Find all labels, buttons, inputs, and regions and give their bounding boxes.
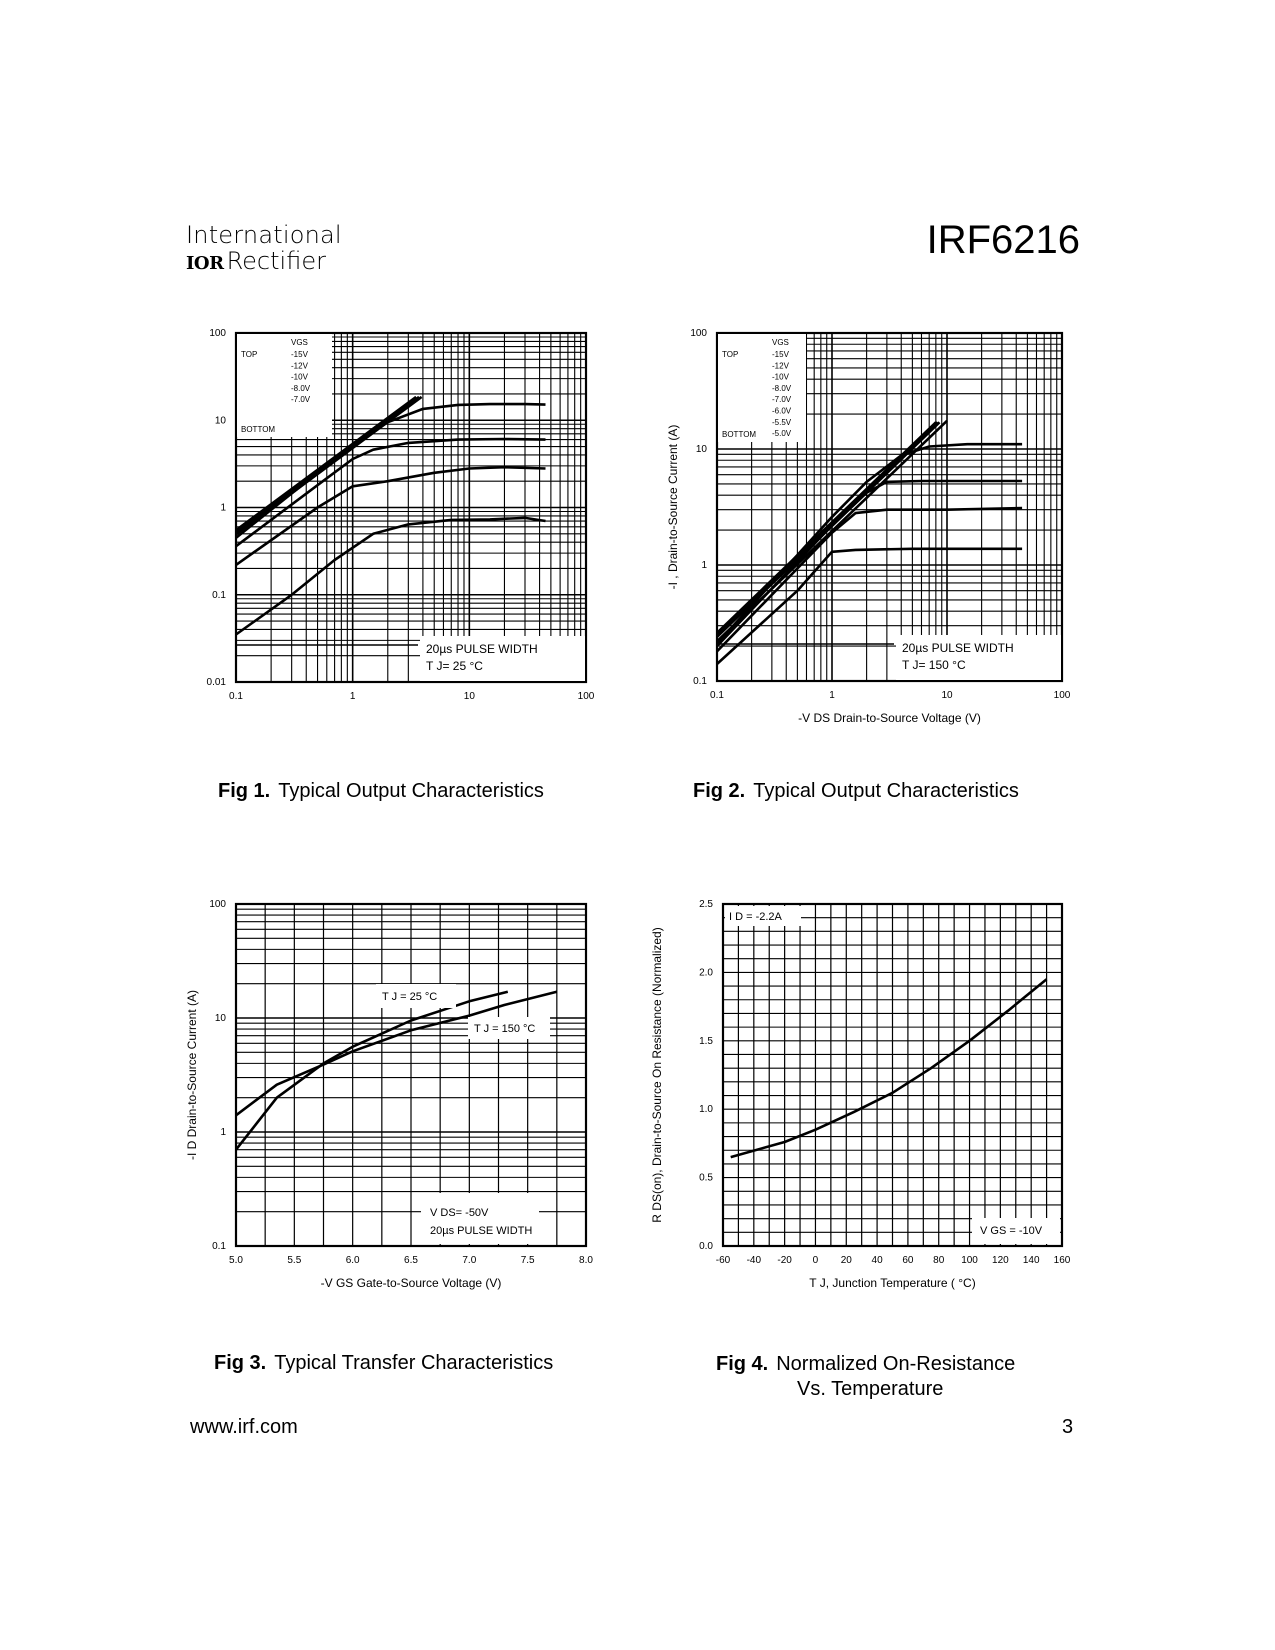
fig1-legend-header: VGS — [291, 338, 308, 347]
fig1-y-tick-label: 10 — [214, 415, 226, 427]
fig2-chart — [666, 328, 1071, 725]
fig2-number: Fig 2. — [693, 780, 746, 802]
fig4-x-tick-label: 0 — [812, 1255, 819, 1266]
fig3-y-tick-label: 10 — [214, 1013, 226, 1024]
fig3-x-tick-label: 5.0 — [229, 1255, 243, 1266]
fig1-y-tick-label: 100 — [209, 328, 226, 339]
fig2-y-axis-label: -I , Drain-to-Source Current (A) — [666, 424, 680, 590]
ior-logo-mark: IOR — [186, 253, 224, 274]
fig1-y-tick-label: 0.1 — [212, 589, 226, 601]
fig3-title: Typical Transfer Characteristics — [274, 1352, 554, 1374]
fig2-x-tick-label: 10 — [941, 690, 953, 701]
fig2-y-tick-label: 1 — [701, 560, 707, 571]
fig2-legend-entry: -6.0V — [772, 406, 792, 416]
fig4-note-vgs: V GS = -10V — [980, 1225, 1043, 1237]
fig3-x-tick-label: 7.5 — [520, 1255, 535, 1266]
fig1-caption — [218, 780, 544, 803]
fig3-number: Fig 3. — [214, 1352, 267, 1374]
fig4-title-line1: Normalized On-Resistance — [776, 1353, 1016, 1375]
fig4-y-tick-label: 1.0 — [699, 1104, 713, 1116]
part-number: IRF6216 — [926, 218, 1080, 262]
fig1-chart — [207, 328, 595, 702]
fig4-caption — [716, 1353, 1015, 1376]
fig4-y-tick-label: 0.5 — [699, 1172, 713, 1184]
fig4-y-axis-label: R DS(on), Drain-to-Source On Resistance (Normalized) — [650, 927, 664, 1223]
logo-rectifier-text: Rectifier — [226, 247, 326, 275]
fig1-x-tick-label: 100 — [577, 691, 595, 702]
fig3-x-tick-label: 8.0 — [579, 1255, 593, 1266]
fig2-legend-entry: -5.5V — [772, 417, 792, 427]
fig2-legend-entry: -7.0V — [772, 395, 792, 405]
fig4-x-tick-label: -60 — [715, 1255, 731, 1266]
fig1-number: Fig 1. — [218, 780, 271, 802]
fig4-caption-line2: Vs. Temperature — [797, 1378, 944, 1400]
fig1-legend-bottom-label: BOTTOM — [241, 425, 276, 434]
fig1-series-line — [236, 518, 546, 635]
fig3-y-axis-label: -I D Drain-to-Source Current (A) — [185, 989, 199, 1161]
fig2-y-tick-label: 100 — [690, 328, 707, 339]
fig2-x-tick-label: 1 — [829, 690, 835, 701]
fig3-caption — [214, 1352, 553, 1375]
fig2-x-axis-label: -V DS Drain-to-Source Voltage (V) — [798, 711, 981, 725]
fig2-x-tick-label: 100 — [1053, 690, 1071, 701]
fig1-legend-entry: -8.0V — [291, 383, 311, 393]
fig4-x-tick-label: -20 — [777, 1255, 792, 1266]
fig2-x-tick-label: 0.1 — [710, 690, 724, 701]
fig4-x-axis-label: T J, Junction Temperature ( °C) — [809, 1276, 976, 1290]
fig1-x-tick-label: 0.1 — [229, 691, 243, 702]
fig3-series-label-150c: T J = 150 °C — [474, 1023, 536, 1035]
fig1-legend-entry: -12V — [291, 361, 308, 371]
fig3-x-axis-label: -V GS Gate-to-Source Voltage (V) — [320, 1276, 502, 1290]
fig3-note-pulse: 20µs PULSE WIDTH — [430, 1225, 533, 1237]
fig2-y-tick-label: 0.1 — [693, 676, 707, 687]
fig2-title: Typical Output Characteristics — [753, 780, 1019, 802]
fig4-x-tick-label: 160 — [1053, 1255, 1071, 1266]
fig3-chart — [185, 899, 593, 1290]
fig4-y-tick-label: 2.5 — [699, 899, 713, 910]
page-number: 3 — [1062, 1416, 1074, 1438]
fig3-x-tick-label: 6.5 — [404, 1255, 418, 1266]
fig4-number: Fig 4. — [716, 1353, 769, 1375]
fig3-x-tick-label: 5.5 — [287, 1255, 302, 1266]
fig4-y-tick-label: 0.0 — [699, 1241, 713, 1252]
fig2-legend-entry: -8.0V — [772, 383, 792, 393]
fig3-series-line — [236, 992, 557, 1116]
fig1-legend-entry: -10V — [291, 372, 308, 382]
fig3-x-tick-label: 7.0 — [462, 1255, 477, 1266]
fig2-note-pulse: 20µs PULSE WIDTH — [902, 641, 1014, 655]
fig2-legend-entry: -10V — [772, 372, 789, 382]
fig3-series-label-25c: T J = 25 °C — [382, 991, 438, 1003]
fig1-x-tick-label: 1 — [349, 691, 356, 702]
fig1-note-temp: T J= 25 °C — [426, 659, 483, 673]
fig3-y-tick-label: 0.1 — [212, 1241, 226, 1252]
fig4-x-tick-label: 20 — [840, 1255, 852, 1266]
fig4-y-tick-label: 2.0 — [699, 967, 713, 979]
fig4-chart — [650, 899, 1071, 1290]
fig4-x-tick-label: -40 — [746, 1255, 762, 1266]
fig2-legend-entry: -12V — [772, 361, 789, 371]
fig1-x-tick-label: 10 — [463, 691, 475, 702]
fig4-x-tick-label: 100 — [961, 1255, 978, 1266]
fig1-y-tick-label: 0.01 — [206, 677, 226, 688]
fig4-grid — [723, 904, 1062, 1246]
fig3-note-vds: V DS= -50V — [430, 1207, 489, 1219]
fig3-y-tick-label: 1 — [220, 1127, 226, 1138]
fig4-x-tick-label: 80 — [933, 1255, 945, 1266]
fig2-y-tick-label: 10 — [695, 444, 707, 455]
fig2-note-temp: T J= 150 °C — [902, 658, 966, 672]
fig1-legend-entry: -15V — [291, 350, 308, 359]
fig2-legend-entry: -5.0V — [772, 429, 792, 439]
fig2-legend-top-label: TOP — [722, 350, 739, 359]
logo-line-international: International — [186, 221, 342, 249]
fig4-x-tick-label: 120 — [992, 1255, 1009, 1266]
fig1-title: Typical Output Characteristics — [278, 780, 544, 802]
fig2-series-line — [717, 444, 1022, 643]
fig2-series-line — [717, 508, 1022, 651]
fig1-y-tick-label: 1 — [220, 502, 226, 514]
fig3-y-tick-label: 100 — [209, 899, 226, 910]
fig1-note-pulse: 20µs PULSE WIDTH — [426, 642, 538, 656]
fig2-caption — [693, 780, 1019, 803]
fig3-x-tick-label: 6.0 — [345, 1255, 360, 1266]
footer-url: www.irf.com — [190, 1416, 298, 1438]
fig4-x-tick-label: 40 — [871, 1255, 883, 1266]
fig2-legend-header: VGS — [772, 338, 789, 347]
fig2-legend-bottom-label: BOTTOM — [722, 430, 757, 439]
fig4-note-id: I D = -2.2A — [729, 911, 782, 923]
fig4-x-tick-label: 60 — [902, 1255, 914, 1266]
fig1-legend-top-label: TOP — [241, 350, 258, 359]
fig4-y-tick-label: 1.5 — [699, 1035, 713, 1047]
fig1-legend-entry: -7.0V — [291, 395, 311, 405]
fig2-legend-entry: -15V — [772, 350, 789, 359]
fig4-x-tick-label: 140 — [1022, 1255, 1040, 1266]
